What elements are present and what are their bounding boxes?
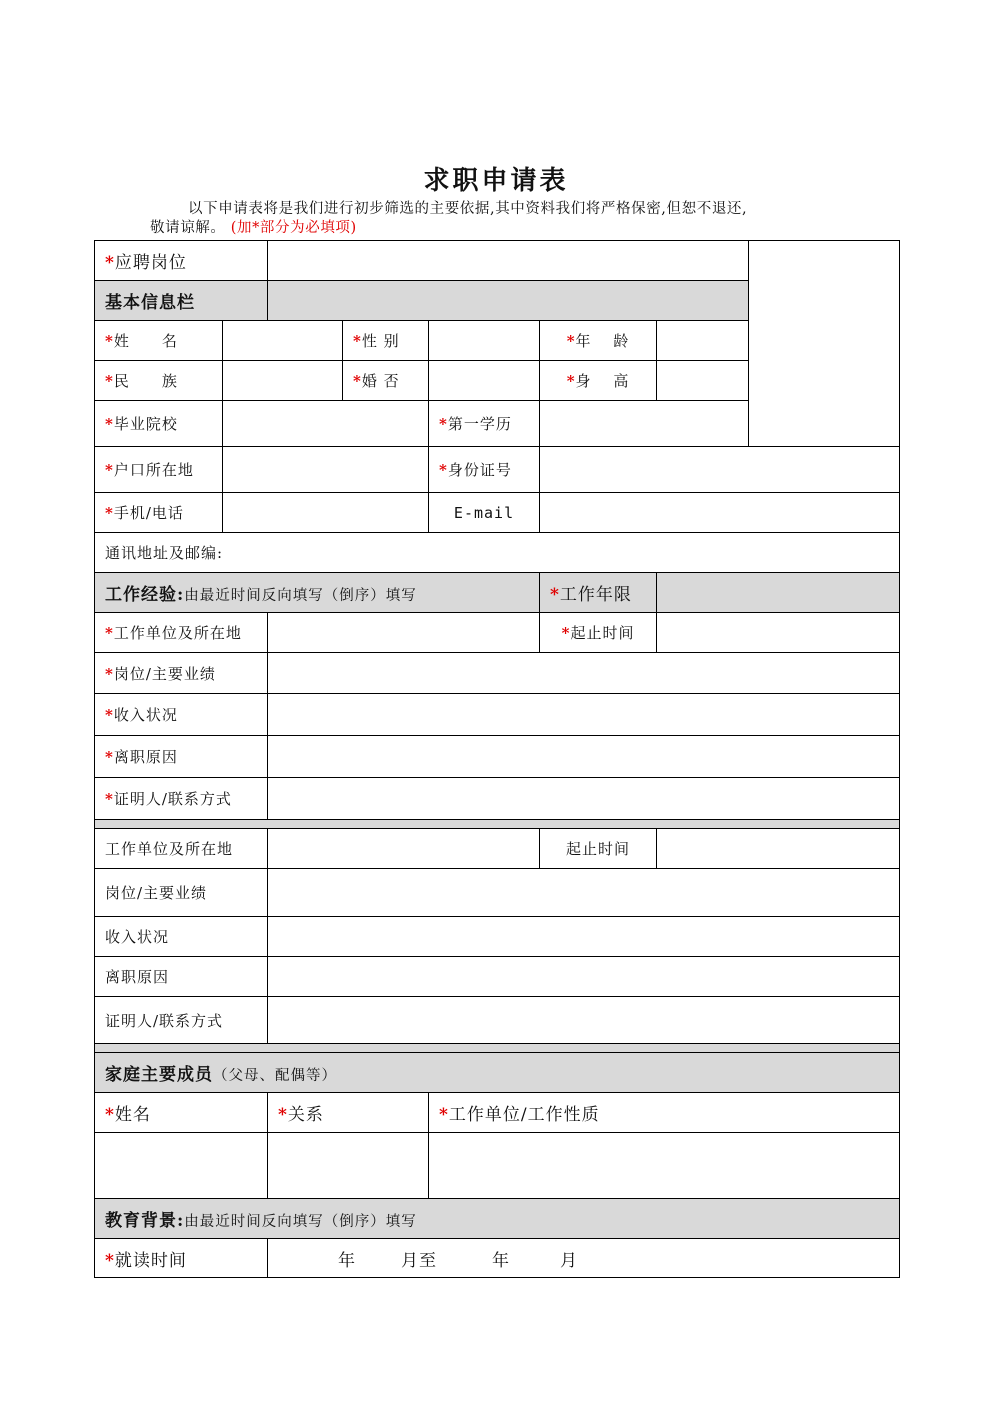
work-years-input[interactable] <box>657 573 900 613</box>
reason-input-2[interactable] <box>268 957 900 997</box>
email-label: E-mail <box>429 493 540 533</box>
section-divider <box>95 820 900 829</box>
required-note: (加*部分为必填项) <box>230 220 357 236</box>
period-label-1: *起止时间 <box>540 613 657 653</box>
family-name-label: *姓名 <box>95 1093 268 1133</box>
school-label: *毕业院校 <box>95 401 223 447</box>
position-input[interactable] <box>268 241 749 281</box>
phone-input[interactable] <box>223 493 429 533</box>
company-input-1[interactable] <box>268 613 540 653</box>
gender-input[interactable] <box>429 321 540 361</box>
family-relation-label: *关系 <box>268 1093 429 1133</box>
height-input[interactable] <box>657 361 749 401</box>
hukou-label: *户口所在地 <box>95 447 223 493</box>
study-period-input[interactable]: 年 月至 年 月 <box>268 1239 900 1278</box>
period-input-2[interactable] <box>657 829 900 869</box>
age-label: *年 龄 <box>540 321 657 361</box>
marital-label: *婚 否 <box>343 361 429 401</box>
family-header: 家庭主要成员（父母、配偶等） <box>95 1053 900 1093</box>
education-header: 教育背景:由最近时间反向填写（倒序）填写 <box>95 1199 900 1239</box>
ethnicity-label: *民 族 <box>95 361 223 401</box>
intro-line-1: 以下申请表将是我们进行初步筛选的主要依据,其中资料我们将严格保密,但恕不退还, <box>188 201 748 217</box>
family-work-input[interactable] <box>429 1133 900 1199</box>
phone-label: *手机/电话 <box>95 493 223 533</box>
reference-label-1: *证明人/联系方式 <box>95 778 268 820</box>
income-label-1: *收入状况 <box>95 694 268 736</box>
work-header: 工作经验:由最近时间反向填写（倒序）填写 <box>95 573 540 613</box>
work-years-label: *工作年限 <box>540 573 657 613</box>
application-form <box>94 240 900 1278</box>
company-label-1: *工作单位及所在地 <box>95 613 268 653</box>
income-label-2: 收入状况 <box>95 917 268 957</box>
name-label: *姓 名 <box>95 321 223 361</box>
email-input[interactable] <box>540 493 900 533</box>
role-input-2[interactable] <box>268 869 900 917</box>
period-input-1[interactable] <box>657 613 900 653</box>
id-number-input[interactable] <box>540 447 900 493</box>
company-label-2: 工作单位及所在地 <box>95 829 268 869</box>
intro-line-2: 敬请谅解。 <box>150 220 226 236</box>
role-label-2: 岗位/主要业绩 <box>95 869 268 917</box>
family-work-label: *工作单位/工作性质 <box>429 1093 900 1133</box>
intro-text <box>150 200 850 238</box>
family-relation-input[interactable] <box>268 1133 429 1199</box>
family-name-input[interactable] <box>95 1133 268 1199</box>
photo-area[interactable] <box>749 241 900 447</box>
company-input-2[interactable] <box>268 829 540 869</box>
school-input[interactable] <box>223 401 429 447</box>
address-field[interactable]: 通讯地址及邮编: <box>95 533 900 573</box>
gender-label: *性 别 <box>343 321 429 361</box>
age-input[interactable] <box>657 321 749 361</box>
study-period-label: *就读时间 <box>95 1239 268 1278</box>
marital-input[interactable] <box>429 361 540 401</box>
ethnicity-input[interactable] <box>223 361 343 401</box>
reason-label-1: *离职原因 <box>95 736 268 778</box>
reason-input-1[interactable] <box>268 736 900 778</box>
education-label: *第一学历 <box>429 401 540 447</box>
height-label: *身 高 <box>540 361 657 401</box>
reference-input-2[interactable] <box>268 997 900 1044</box>
reason-label-2: 离职原因 <box>95 957 268 997</box>
education-input[interactable] <box>540 401 749 447</box>
position-label: *应聘岗位 <box>95 241 268 281</box>
section-divider <box>95 1044 900 1053</box>
reference-label-2: 证明人/联系方式 <box>95 997 268 1044</box>
income-input-1[interactable] <box>268 694 900 736</box>
income-input-2[interactable] <box>268 917 900 957</box>
role-input-1[interactable] <box>268 653 900 694</box>
name-input[interactable] <box>223 321 343 361</box>
id-number-label: *身份证号 <box>429 447 540 493</box>
period-label-2: 起止时间 <box>540 829 657 869</box>
page-title: 求职申请表 <box>423 166 569 196</box>
hukou-input[interactable] <box>223 447 429 493</box>
basic-info-header: 基本信息栏 <box>95 281 268 321</box>
basic-info-header-fill <box>268 281 749 321</box>
reference-input-1[interactable] <box>268 778 900 820</box>
role-label-1: *岗位/主要业绩 <box>95 653 268 694</box>
